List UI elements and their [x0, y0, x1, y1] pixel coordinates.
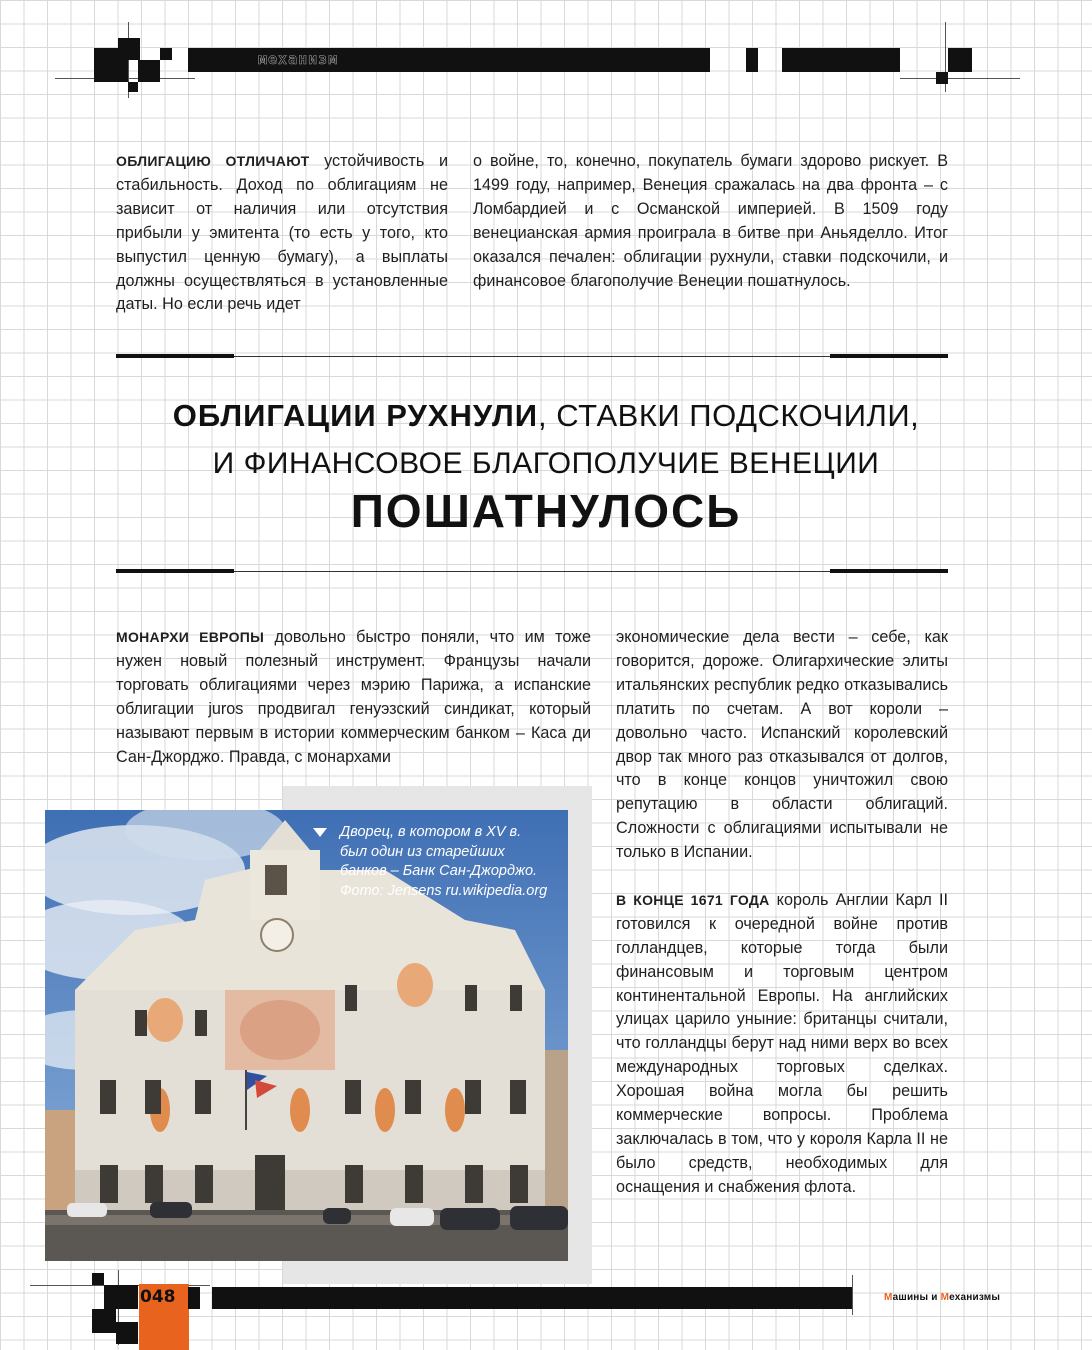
section-label: механизм — [258, 50, 339, 68]
pull-quote-line-1 — [0, 398, 1092, 434]
magazine-title-part: еханизмы — [949, 1292, 1001, 1303]
lead-in: В КОНЦЕ 1671 ГОДА — [616, 891, 770, 908]
paragraph — [616, 889, 948, 1200]
pull-quote-bold: ОБЛИГАЦИИ РУХНУЛИ — [172, 398, 539, 433]
paragraph-text: экономические дела вести – себе, как говорится, дороже. Олигархические элиты итальянских республик редко отказывались платить по счетам. А вот короли – довольно часто. Испанский королевский двор так много раз отказывался от долгов, что в конце концов уничтожил свою репутацию в области облигаций. Сложности с облигациями испытывали не только в Испании. — [616, 628, 948, 862]
lead-in: МОНАРХИ ЕВРОПЫ — [116, 629, 265, 645]
pull-quote-line-2: И ФИНАНСОВОЕ БЛАГОПОЛУЧИЕ ВЕНЕЦИИ — [212, 447, 880, 480]
lead-in: ОБЛИГАЦИЮ ОТЛИЧАЮТ — [116, 153, 310, 169]
magazine-title-initial: М — [884, 1292, 893, 1303]
bottom-right-column — [616, 626, 948, 1200]
bottom-left-column — [116, 626, 591, 769]
photo-caption: Дворец, в котором в XV в. был один из старейших банков – Банк Сан-Джорджо. Фото: Jensens ru.wikipedia.org — [340, 824, 548, 899]
magazine-title-part: ашины и — [892, 1292, 941, 1303]
top-right-column — [473, 150, 948, 293]
pull-quote-line-3: ПОШАТНУЛОСЬ — [350, 485, 742, 537]
paragraph-text: о войне, то, конечно, покупатель бумаги здорово рискует. В 1499 году, например, Венеция сражалась на два фронта – с Ломбардией и с Османской империей. В 1509 году венецианская армия проиграла в битве при Аньяделло. Итог оказался печален: облигации рухнули, ставки подскочили, и финансовое благополучие Венеции пошатнулось. — [473, 152, 948, 290]
paragraph-text: устойчивость и стабильность. Доход по облигациям не зависит от наличия или отсутствия прибыли у эмитента (то есть у того, кто выпустил ценную бумагу), а выплаты должны осуществляться в установленные даты. Но если речь идет — [116, 152, 448, 314]
caption-pointer-icon — [313, 828, 327, 837]
page-number: 048 — [140, 1287, 176, 1307]
paragraph-text: король Англии Карл II готовился к очередной войне против голландцев, которые тогда были финансовым и торговым центром континентальной Европы. На английских улицах царило уныние: британцы считали, что голландцы берут над ними верх во всех международных торговых сделках. Хорошая война могла бы решить коммерческие вопросы. Проблема заключалась в том, что у короля Карла II не было средств, необходимых для оснащения и снабжения флота. — [616, 890, 948, 1196]
top-left-column — [116, 150, 448, 317]
magazine-title — [884, 1292, 1000, 1303]
magazine-title-initial: М — [940, 1292, 950, 1303]
paragraph-text: довольно быстро поняли, что им тоже нужен новый полезный инструмент. Французы начали торговать облигациями через мэрию Парижа, а испанские облигации juros продвигал генуэзский синдикат, который называют первым в истории коммерческим банком – Каса ди Сан-Джорджо. Правда, с монархами — [116, 628, 592, 766]
pull-quote-rest: , СТАВКИ ПОДСКОЧИЛИ, — [538, 398, 920, 433]
